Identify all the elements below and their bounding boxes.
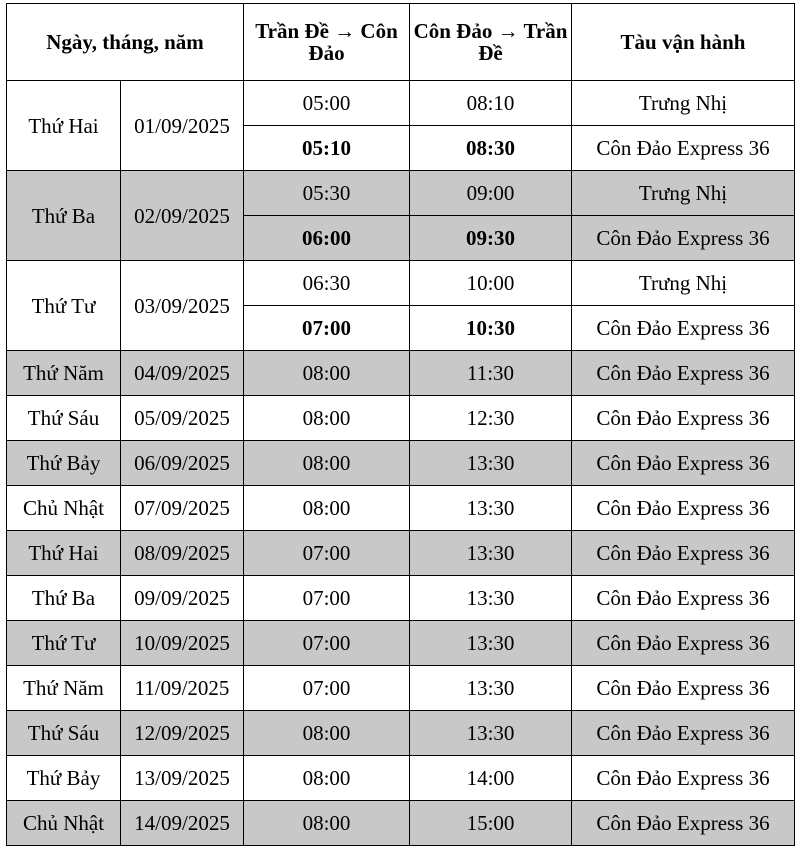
vessel-cell: Côn Đảo Express 36 [572,396,795,441]
departure-tran-de-cell: 05:10 [244,126,410,171]
departure-tran-de-cell: 07:00 [244,531,410,576]
day-of-week-cell: Chủ Nhật [7,486,121,531]
day-of-week-cell: Thứ Bảy [7,441,121,486]
date-cell: 02/09/2025 [121,171,244,261]
table-row [7,666,795,711]
vessel-cell: Côn Đảo Express 36 [572,216,795,261]
departure-tran-de-cell: 07:00 [244,621,410,666]
header-route-con-dao-tran-de: Côn Đảo → Trần Đề [410,4,572,81]
departure-con-dao-cell: 13:30 [410,666,572,711]
date-cell: 12/09/2025 [121,711,244,756]
departure-tran-de-cell: 08:00 [244,486,410,531]
day-of-week-cell: Thứ Năm [7,666,121,711]
day-of-week-cell: Thứ Ba [7,171,121,261]
departure-tran-de-cell: 07:00 [244,666,410,711]
vessel-cell: Côn Đảo Express 36 [572,711,795,756]
date-cell: 03/09/2025 [121,261,244,351]
day-of-week-cell: Thứ Hai [7,531,121,576]
departure-tran-de-cell: 06:00 [244,216,410,261]
table-row [7,756,795,801]
departure-tran-de-cell: 08:00 [244,756,410,801]
table-row [7,351,795,396]
day-of-week-cell: Chủ Nhật [7,801,121,846]
departure-tran-de-cell: 06:30 [244,261,410,306]
departure-con-dao-cell: 10:30 [410,306,572,351]
vessel-cell: Côn Đảo Express 36 [572,531,795,576]
day-of-week-cell: Thứ Hai [7,81,121,171]
vessel-cell: Côn Đảo Express 36 [572,441,795,486]
departure-con-dao-cell: 14:00 [410,756,572,801]
schedule-body [7,81,795,846]
table-row [7,441,795,486]
day-of-week-cell: Thứ Sáu [7,711,121,756]
date-cell: 11/09/2025 [121,666,244,711]
vessel-cell: Côn Đảo Express 36 [572,486,795,531]
departure-tran-de-cell: 08:00 [244,351,410,396]
vessel-cell: Côn Đảo Express 36 [572,621,795,666]
header-date: Ngày, tháng, năm [7,4,244,81]
table-row [7,396,795,441]
departure-con-dao-cell: 08:30 [410,126,572,171]
vessel-cell: Côn Đảo Express 36 [572,306,795,351]
table-row [7,711,795,756]
date-cell: 10/09/2025 [121,621,244,666]
departure-con-dao-cell: 09:30 [410,216,572,261]
vessel-cell: Côn Đảo Express 36 [572,126,795,171]
vessel-cell: Trưng Nhị [572,171,795,216]
departure-con-dao-cell: 13:30 [410,621,572,666]
header-vessel: Tàu vận hành [572,4,795,81]
departure-tran-de-cell: 08:00 [244,801,410,846]
departure-con-dao-cell: 09:00 [410,171,572,216]
departure-tran-de-cell: 05:30 [244,171,410,216]
table-row [7,486,795,531]
day-of-week-cell: Thứ Ba [7,576,121,621]
departure-tran-de-cell: 08:00 [244,441,410,486]
departure-con-dao-cell: 08:10 [410,81,572,126]
departure-tran-de-cell: 07:00 [244,576,410,621]
vessel-cell: Côn Đảo Express 36 [572,576,795,621]
vessel-cell: Côn Đảo Express 36 [572,351,795,396]
date-cell: 14/09/2025 [121,801,244,846]
departure-con-dao-cell: 12:30 [410,396,572,441]
date-cell: 13/09/2025 [121,756,244,801]
header-route-tran-de-con-dao: Trần Đề → Côn Đảo [244,4,410,81]
date-cell: 04/09/2025 [121,351,244,396]
date-cell: 08/09/2025 [121,531,244,576]
departure-con-dao-cell: 11:30 [410,351,572,396]
day-of-week-cell: Thứ Năm [7,351,121,396]
vessel-cell: Côn Đảo Express 36 [572,666,795,711]
table-row [7,81,795,126]
table-row [7,261,795,306]
table-row [7,171,795,216]
table-row [7,576,795,621]
table-row [7,801,795,846]
day-of-week-cell: Thứ Sáu [7,396,121,441]
date-cell: 09/09/2025 [121,576,244,621]
departure-con-dao-cell: 13:30 [410,441,572,486]
vessel-cell: Côn Đảo Express 36 [572,801,795,846]
departure-con-dao-cell: 15:00 [410,801,572,846]
departure-con-dao-cell: 13:30 [410,576,572,621]
header-row [7,4,795,81]
table-row [7,621,795,666]
departure-con-dao-cell: 10:00 [410,261,572,306]
departure-con-dao-cell: 13:30 [410,486,572,531]
day-of-week-cell: Thứ Bảy [7,756,121,801]
departure-tran-de-cell: 07:00 [244,306,410,351]
departure-con-dao-cell: 13:30 [410,711,572,756]
vessel-cell: Côn Đảo Express 36 [572,756,795,801]
day-of-week-cell: Thứ Tư [7,621,121,666]
date-cell: 01/09/2025 [121,81,244,171]
departure-tran-de-cell: 08:00 [244,711,410,756]
date-cell: 07/09/2025 [121,486,244,531]
vessel-cell: Trưng Nhị [572,81,795,126]
date-cell: 06/09/2025 [121,441,244,486]
date-cell: 05/09/2025 [121,396,244,441]
ferry-schedule-table [6,3,795,846]
departure-tran-de-cell: 08:00 [244,396,410,441]
departure-tran-de-cell: 05:00 [244,81,410,126]
departure-con-dao-cell: 13:30 [410,531,572,576]
table-row [7,531,795,576]
vessel-cell: Trưng Nhị [572,261,795,306]
day-of-week-cell: Thứ Tư [7,261,121,351]
